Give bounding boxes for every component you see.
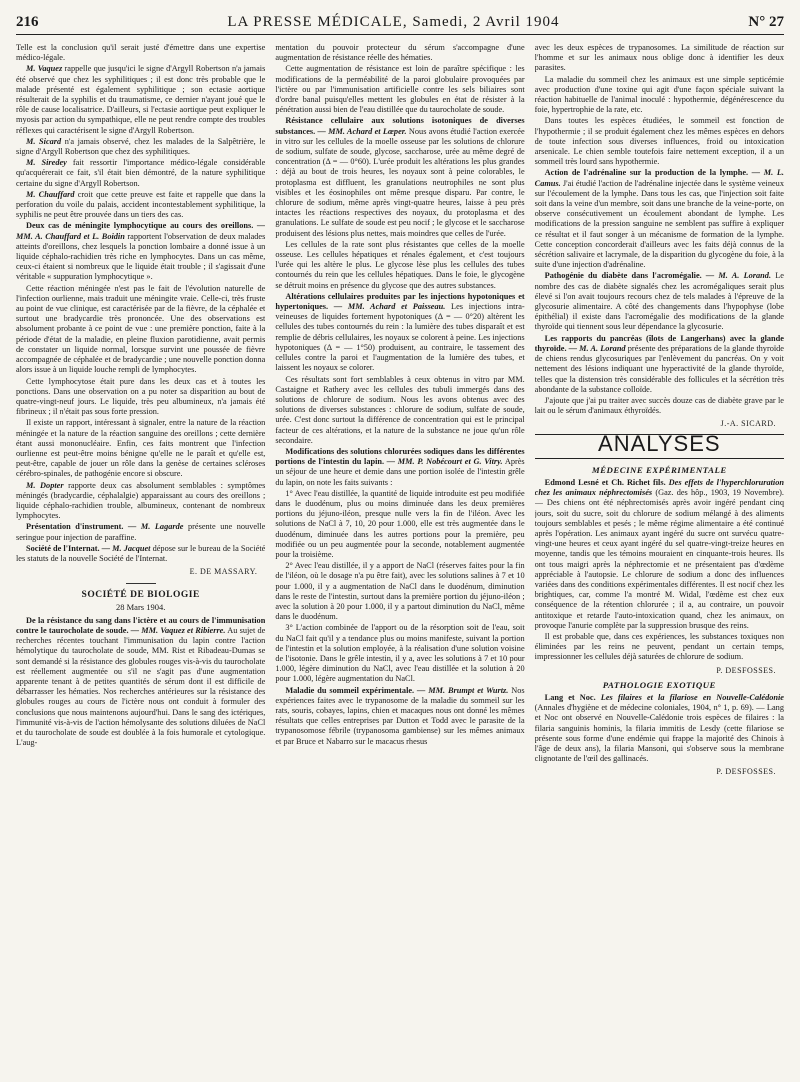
paragraph: M. Dopter rapporte deux cas absolument semblables : symptômes méningés (bradycardie, céphalalgie) apparaissant au cours des oreillons ; liquide céphalo-rachidien trouble, albumineux, contenant de nombreux lymphocytes. — [16, 480, 266, 521]
paragraph: Les rapports du pancréas (îlots de Langerhans) avec la glande thyroïde. — M. A. Lorand présente des préparations de la glande thyroïde de chiens rendus glycosuriques par l'enlèvement du pancréas. On y voit nettement des lésions indiquant une hyperactivité de la glande thyroïde, telles que la distension très considérable des follicules et la sécrétion très abondante de la substance colloïde. — [534, 333, 784, 394]
section-title: SOCIÉTÉ DE BIOLOGIE — [81, 590, 200, 601]
issue-number: N° 27 — [748, 14, 784, 30]
paragraph: mentation du pouvoir protecteur du sérum s'accompagne d'une augmentation de résistance réelle des hématies. — [275, 43, 525, 63]
signature: P. DESFOSSES. — [716, 665, 776, 675]
paragraph: J'ajoute que j'ai pu traiter avec succès douze cas de diabète grave par le lait ou le sérum d'animaux éthyroïdés. — [534, 395, 784, 416]
column-3 — [535, 43, 784, 1073]
paragraph: M. Sicard n'a jamais observé, chez les malades de la Salpêtrière, le signe d'Argyll Robertson que chez des syphilitiques. — [16, 136, 266, 157]
page-header — [16, 14, 784, 35]
paragraph: La maladie du sommeil chez les animaux est une simple septicémie avec production d'une toxine qui agit d'une façon spéciale suivant la réaction habituelle de l'animal inoculé : hypothermie, dégénérescence du foie, hypertrophie de la rate, etc. — [534, 74, 784, 115]
paragraph: Altérations cellulaires produites par les injections hypotoniques et hypertoniques. — MM. Achard et Paisseau. Les injections intra-veineuses de liquides fortement hypotoniques (Δ = — 0°20) altèrent les cellules des tubes contournés du rein : la lumière des tubes disparaît et est remplie de débris cellulaires, les noyaux se colorent à peine. Les injections hypotoniques (Δ = — 1°50) produisent, au contraire, le tassement des cellules contre la paroi et l'augmentation de la lumière des tubes, et laissent les noyaux se colorer. — [275, 291, 525, 373]
paragraph: Présentation d'instrument. — M. Lagarde présente une nouvelle seringue pour injection de paraffine. — [16, 522, 266, 542]
paragraph: M. Vaquez rappelle que jusqu'ici le signe d'Argyll Robertson n'a jamais été observé que chez les syphilitiques ; il est donc très probable que le malade présenté est également syphilitique ; son ectasie aortique résulterait de la syphilis et du traumatisme, ce dernier n'ayant joué que le rôle de cause localisatrice. D'ailleurs, si l'ectasie aortique peut expliquer le myosis par action du sympathique, elle ne peut rendre compte des troubles réflexes qui caractérisent le signe d'Argyll Robertson. — [16, 64, 266, 135]
paragraph: Il est probable que, dans ces expériences, les substances toxiques non éliminées par les reins ne peuvent, pendant un certain temps, impressionner les cellules déjà saturées de chlorure de sodium. — [534, 631, 784, 662]
columns — [16, 43, 784, 1073]
paragraph: Deux cas de méningite lymphocytique au cours des oreillons. — MM. A. Chauffard et L. Boidin rapportent l'observation de deux malades atteints d'oreillons, chez lesquels la ponction lombaire a donné issue à un liquide céphalo-rachidien très riche en lymphocytes. Dans un cas même, ceux-ci étaient si nombreux que le liquide était trouble ; il s'agissait d'une véritable « suppuration lymphocytique ». — [16, 221, 266, 282]
divider — [126, 583, 156, 584]
paragraph: Ces résultats sont fort semblables à ceux obtenus in vitro par MM. Castaigne et Rathery avec les cellules des tubuli immergés dans des solutions de chlorure de sodium. Nous les avons obtenus avec des solutions de diverses substances : chlorure de sodium, sulfate de soude, urée. C'est donc surtout la différence de concentration qui est le principal facteur de ces altérations, et la nature de la substance ne joue qu'un rôle secondaire. — [275, 374, 525, 445]
paragraph: M. Chauffard croit que cette preuve est faite et rappelle que dans la perforation du voile du palais, accident incontestablement syphilitique, la syphilis ne peut être prouvée dans un tiers des cas. — [16, 189, 266, 220]
analyses-heading: ANALYSES — [598, 430, 721, 456]
paragraph: Modifications des solutions chlorurées sodiques dans les différentes portions de l'intestin du lapin. — MM. P. Nobécourt et G. Vitry. Après un séjour de une heure et demie dans une portion isolée de l'intestin grêle du lapin, on note les faits suivants : — [275, 446, 525, 487]
signature: E. DE MASSARY. — [189, 567, 258, 577]
paragraph: 3° L'action combinée de l'apport ou de la résorption soit de l'eau, soit du NaCl fait qu'il y a tendance plus ou moins manifeste, suivant la portion de l'intestin et la solution employée, à la réalisation d'une solution voisine de l'isotonie. Dans le grêle intestin, il y a, avec les solutions à 7 et 10 pour 1.000, légère diminution du NaCl, avec l'eau distillée et la solution à 20 pour 1.000, légère augmentation du NaCl. — [275, 623, 525, 684]
paragraph: Cette réaction méningée n'est pas le fait de l'évolution naturelle de l'infection ourlienne, mais traduit une méningite vraie. Celle-ci, très fruste au point de vue clinique, est caractérisée par de la fièvre, de la céphalée et surtout une bradycardie très prononcée. Une des observations est absolument probante à ce point de vue : une première ponction, faite à la période d'état de la maladie, en pleine fluxion parotidienne, avait permis de constater un liquide normal, lorsque survint une poussée de fièvre accompagnée de céphalée et de bradycardie ; une nouvelle ponction donna alors issue à un liquide louche rempli de lymphocytes. — [16, 283, 266, 375]
paragraph: Maladie du sommeil expérimentale. — MM. Brumpt et Wurtz. Nos expériences faites avec le trypanosome de la maladie du sommeil sur les rats, souris, cobayes, lapins, chien et macaques nous ont donné les mêmes résultats que celles entreprises par Dutton et Todd avec le parasite de la trypanosomose fébrile (trypanosoma gambiense) sur les mêmes animaux et par Bruce et Nabarro sur le macacus rhesus — [275, 685, 525, 746]
paragraph: Lang et Noc. Les filaires et la filariose en Nouvelle-Calédonie (Annales d'hygiène et de médecine coloniales, 1904, n° 1, p. 69). — Lang et Noc ont observé en Nouvelle-Calédonie trois espèces de filaires : la filaria sanguinis hominis, la filaria immitis de Lesdy (cette filariose se présente sous forme d'une endémie qui frappe la majorité des Chinois à l'âge de deux ans), la filaria Mansoni, qui s'observe sous la membrane clignotante de l'œil des gallinacés. — [534, 692, 784, 764]
paragraph: Telle est la conclusion qu'il serait justé d'émettre dans une expertise médico-légale. — [16, 43, 266, 63]
paragraph: 1° Avec l'eau distillée, la quantité de liquide introduite est peu modifiée dans le duodénum, plus ou moins diminuée dans les deux premières portions du jéjuno-iléon, presque nulle vers la fin de l'iléon. Avec les solutions de NaCl à 7, 10, 20 pour 1.000, elle est très augmentée dans le duodénum, diminuée dans les autres portions pour la première, peu modifiée ou un peu augmentée pour la seconde, notablement augmentée pour la troisième. — [275, 488, 525, 559]
analyses-banner — [535, 430, 784, 459]
signature: P. DESFOSSES. — [716, 767, 776, 777]
paragraph: Cette augmentation de résistance est loin de paraître spécifique : les modifications de la perméabilité de la paroi globulaire provoquées par l'ictère ou par l'immunisation artificielle contre les sels biliaires sont d'ordre banal puisqu'elles mettent les globules en état de résister à la pénétration aussi bien de l'eau distillée que du taurocholate de soude. — [275, 64, 525, 115]
column-2 — [275, 43, 524, 1073]
paragraph: M. Siredey fait ressortir l'importance médico-légale considérable qu'acquérerait ce fait, s'il était bien démontré, de la nature syphilitique certaine du signe d'Argyll Robertson. — [16, 158, 266, 188]
subsection-title: PATHOLOGIE EXOTIQUE — [602, 679, 716, 690]
paragraph: Edmond Lesné et Ch. Richet fils. Des effets de l'hyperchloruration chez les animaux néphrectomisés (Gaz. des hôp., 1903, 19 Novembre). — Des chiens ont été néphrectomisés après avoir ingéré pendant cinq jours, soit du sucre, soit du chlorure de sodium mélangé à des aliments toujours semblables et pesés ; le même régime alimentaire a été continué après l'opération. Les animaux ayant ingéré du sucre ont survécu quatre-vingt-une heures et ceux ayant ingéré du sel quatre-vingt-treize heures en moyenne, tandis que les témoins mouraient en cinquante-trois heures. Ils ont tous maigri après la néphrectomie et ne présentaient pas d'œdème appréciable à l'autopsie. Le chlorure de sodium a donc des influences variées dans des conditions expérimentales différentes. Il est nocif chez les brightiques, car, comme l'a montré M. Widal, l'œdème est chez eux conséquence de la rétention chlorurée ; il a, au contraire, un pouvoir antitoxique et retarde l'auto-intoxication quand, chez les animaux, on provoque l'anurie complète par la suppression brusque des reins. — [534, 477, 784, 630]
paragraph: Pathogénie du diabète dans l'acromégalie. — M. A. Lorand. Le nombre des cas de diabète signalés chez les acromégaliques serait plus élevé si l'on avait toujours recours chez de tels malades à l'épreuve de la glycosurie alimentaire. A côté des changements dans l'hypophyse (lobe épithélial) il existe dans l'acromégalie des modifications de la glande thyroïde qui tiennent sous leur dépendance la glycosurie. — [534, 271, 784, 332]
column-1 — [16, 43, 265, 1073]
paragraph: De la résistance du sang dans l'ictère et au cours de l'immunisation contre le taurocholate de soude. — MM. Vaquez et Ribierre. Au sujet de recherches récentes touchant l'immunisation du lapin contre l'action hémolytique du taurocholate de soude, MM. Rist et Ribadeau-Dumas se sont demandé si la résistance des globules rouges vis-à-vis du taurocholate est réellement augmentée ou s'il ne s'agit pas d'une augmentation apparente tenant à de petites quantités de sérum dont il est difficile de débarrasser les hématies. Nos recherches antérieures sur la résistance des globules rouges au cours de l'ictère nous ont conduit à formuler des conclusions que nous maintenons aujourd'hui. Dans le sang des ictériques, l'immunité vis-à-vis de l'action hémolysante des solutions diluées de NaCl et du taurocholate de soude est doublée à la fois humorale et cytologique. L'aug- — [16, 615, 266, 748]
paragraph: Cette lymphocytose était pure dans les deux cas et à toutes les ponctions. Dans une observation on a pu noter sa disparition au bout de quatre-vingt-neuf jours. Le liquide, très peu albumineux, n'a jamais été fibrineux ; il n'était pas sous forte pression. — [16, 376, 266, 417]
paragraph: Il existe un rapport, intéressant à signaler, entre la nature de la réaction méningée et la nature de la réaction sanguine des oreillons ; cette dernière étant aussi mononucléaire. Enfin, ces faits montrent que l'infection ourlienne est peut-être moins bénigne qu'elle ne le paraît et qu'elle est, peut-être, capable de jouer un rôle dans la genèse de certaines scléroses cérébro-spinales, de pathogénie encore si obscure. — [16, 418, 266, 479]
journal-title: LA PRESSE MÉDICALE, Samedi, 2 Avril 1904 — [227, 14, 560, 30]
subsection-title: MÉDECINE EXPÉRIMENTALE — [591, 464, 727, 475]
paragraph: avec les deux espèces de trypanosomes. La similitude de réaction sur l'homme et sur les animaux nous oblige donc à identifier les deux parasites. — [534, 43, 784, 73]
paragraph: Résistance cellulaire aux solutions isotoniques de diverses substances. — MM. Achard et Lœper. Nous avons étudié l'action exercée in vitro sur les cellules de la moelle osseuse par les solutions de chlorure de sodium, sulfate de soude, glycose, saccharose, urée au même degré de concentration (Δ = — 0°60). L'urée produit les altérations les plus grandes : déjà au bout de trois heures, les noyaux sont à peine colorables, le protoplasma est diffluent, les granulations neutrophiles ne sont plus visibles et les éosinophiles ont même presque disparu. Par contre, le chlorure de sodium, même après vingt-quatre heures, laisse à peu près intactes les réactions respectives des noyaux, du protoplasma et des granulations. Le sulfate de soude est peu nocif ; le glycose et le saccharose produisent des lésions plus nettes, mais moindres que celles de l'urée. — [275, 116, 525, 238]
signature: J.-A. SICARD. — [720, 419, 776, 429]
paragraph: Action de l'adrénaline sur la production de la lymphe. — M. L. Camus. J'ai étudié l'action de l'adrénaline injectée dans le système veineux sur l'écoulement de la lymphe. Dans tous les cas, que l'injection soit faite soit dans la veine d'un membre, soit dans une branche de la veine-porte, on observe consécutivement un écoulement abondant de lymphe. Les modifications de la pression sanguine ne semblent pas suffire à expliquer ce résultat et il faut songer à un mécanisme de formation de la lymphe. Cette conception concorderait d'ailleurs avec les faits déjà connus de la sécrétion salivaire et lacrymale, de la disparition du glycogène du foie, à la suite d'une injection d'adrénaline. — [534, 168, 784, 270]
paragraph: Société de l'Internat. — M. Jacquet dépose sur le bureau de la Société les statuts de la nouvelle Société de l'Internat. — [16, 543, 266, 563]
page-number: 216 — [16, 14, 39, 30]
section-date: 28 Mars 1904. — [115, 601, 166, 612]
paragraph: Dans toutes les espèces étudiées, le sommeil est fonction de l'hypothermie ; il se produit également chez les mêmes espèces en dehors de toute infection sous diverses influences, froid ou intoxication arsenicale. Le chien semble toutefois faire nettement exception, il a un sommeil très lourd sans hypothermie. — [534, 116, 784, 167]
paragraph: 2° Avec l'eau distillée, il y a apport de NaCl (réserves faites pour la fin de l'iléon, où le dosage n'a pu être fait), avec les solutions salines à 7 et 10 pour 1.000, il y a augmentation de NaCl dans le duodénum, diminution dans le reste de l'intestin, surtout dans la première portion du jéjuno-iléon ; avec la solution à 20 pour 1.000, il y a partout diminution du NaCl, même dans le duodénum. — [275, 561, 525, 622]
paragraph: Les cellules de la rate sont plus résistantes que celles de la moelle osseuse. Les cellules hépatiques et rénales également, et c'est toujours l'urée qui les altère le plus. Le glycose lèse plus les cellules des tubes contournés du rein que les cellules hépatiques. Dans le foie, le glycogène se détruit moins en présence du glycose que des autres substances. — [275, 239, 525, 290]
